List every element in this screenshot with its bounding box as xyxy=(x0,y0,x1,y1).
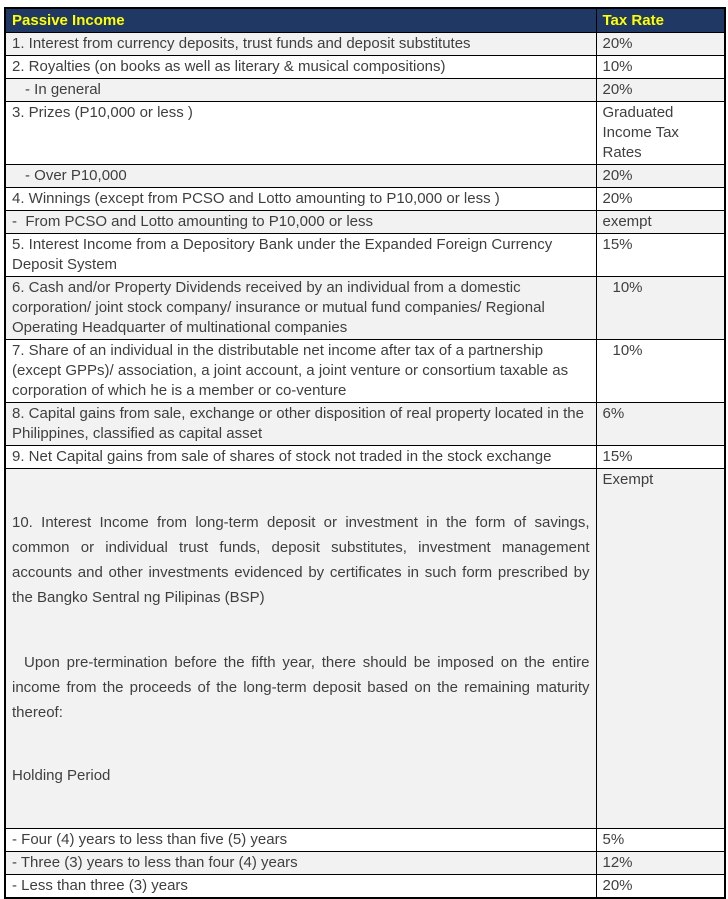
paragraph-holding-period: Holding Period xyxy=(12,767,111,784)
table-row-net-capital-gains-stock xyxy=(5,446,725,469)
rate-cell: 15% xyxy=(596,234,725,277)
item-cell: 8. Capital gains from sale, exchange or other disposition of real property located in the Philippines, classified as capital asset xyxy=(5,403,596,446)
rate-cell: 20% xyxy=(596,165,725,188)
rate-cell: 10% xyxy=(596,277,725,340)
item-cell: - Four (4) years to less than five (5) years xyxy=(5,829,596,852)
table-row-pcso-lotto-exempt xyxy=(5,211,725,234)
table-row-holding-four-years xyxy=(5,829,725,852)
table-row-holding-three-years xyxy=(5,852,725,875)
paragraph-pre-termination: Upon pre-termination before the fifth year, there should be imposed on the entire income from the proceeds of the long-term deposit based on the remaining maturity thereof: xyxy=(12,654,594,721)
item-cell: 6. Cash and/or Property Dividends received by an individual from a domestic corporation/ joint stock company/ insurance or mutual fund companies/ Regional Operating Headquarter of multinational companies xyxy=(5,277,596,340)
rate-cell: Exempt xyxy=(596,469,725,829)
column-header-passive-income: Passive Income xyxy=(5,8,596,33)
table-row-royalties xyxy=(5,56,725,79)
rate-cell: 5% xyxy=(596,829,725,852)
item-cell: - Over P10,000 xyxy=(5,165,596,188)
table-row-share-partnership-income xyxy=(5,340,725,403)
rate-cell: 20% xyxy=(596,79,725,102)
header-row xyxy=(5,8,725,33)
rate-cell: 12% xyxy=(596,852,725,875)
table-row-holding-less-three-years xyxy=(5,875,725,899)
table-row-interest-currency-deposits xyxy=(5,33,725,56)
table-row-royalties-in-general xyxy=(5,79,725,102)
table-row-prizes-over-10000 xyxy=(5,165,725,188)
item-cell: - In general xyxy=(5,79,596,102)
item-cell: 9. Net Capital gains from sale of shares of stock not traded in the stock exchange xyxy=(5,446,596,469)
rate-cell: 10% xyxy=(596,340,725,403)
item-cell: - From PCSO and Lotto amounting to P10,000 or less xyxy=(5,211,596,234)
rate-cell: 10% xyxy=(596,56,725,79)
table-row-winnings xyxy=(5,188,725,211)
item-cell: 7. Share of an individual in the distributable net income after tax of a partnership (except GPPs)/ association, a joint account, a joint venture or consortium taxable as corporation of which he is a member or co-venture xyxy=(5,340,596,403)
table-row-depository-bank-interest xyxy=(5,234,725,277)
rate-cell: 6% xyxy=(596,403,725,446)
table-row-long-term-deposit-interest xyxy=(5,469,725,829)
table-row-capital-gains-real-property xyxy=(5,403,725,446)
rate-cell: 15% xyxy=(596,446,725,469)
rate-cell: 20% xyxy=(596,875,725,899)
passive-income-tax-table xyxy=(4,7,726,899)
item-cell: 5. Interest Income from a Depository Bank under the Expanded Foreign Currency Deposit System xyxy=(5,234,596,277)
paragraph-long-term-deposit: 10. Interest Income from long-term deposit or investment in the form of savings, common or individual trust funds, deposit substitutes, investment management accounts and other investments evidenced by certificates in such form prescribed by the Bangko Sentral ng Pilipinas (BSP) xyxy=(12,514,594,606)
rate-cell: exempt xyxy=(596,211,725,234)
item-cell: 2. Royalties (on books as well as literary & musical compositions) xyxy=(5,56,596,79)
rate-cell: 20% xyxy=(596,188,725,211)
passive-income-tax-table-container xyxy=(4,7,724,899)
column-header-tax-rate: Tax Rate xyxy=(596,8,725,33)
item-cell: - Less than three (3) years xyxy=(5,875,596,899)
item-cell: 4. Winnings (except from PCSO and Lotto amounting to P10,000 or less ) xyxy=(5,188,596,211)
rate-cell: Graduated Income Tax Rates xyxy=(596,102,725,165)
item-cell: - Three (3) years to less than four (4) years xyxy=(5,852,596,875)
table-row-cash-property-dividends xyxy=(5,277,725,340)
rate-cell: 20% xyxy=(596,33,725,56)
table-row-prizes xyxy=(5,102,725,165)
item-cell xyxy=(5,469,596,829)
item-cell: 3. Prizes (P10,000 or less ) xyxy=(5,102,596,165)
item-cell: 1. Interest from currency deposits, trust funds and deposit substitutes xyxy=(5,33,596,56)
